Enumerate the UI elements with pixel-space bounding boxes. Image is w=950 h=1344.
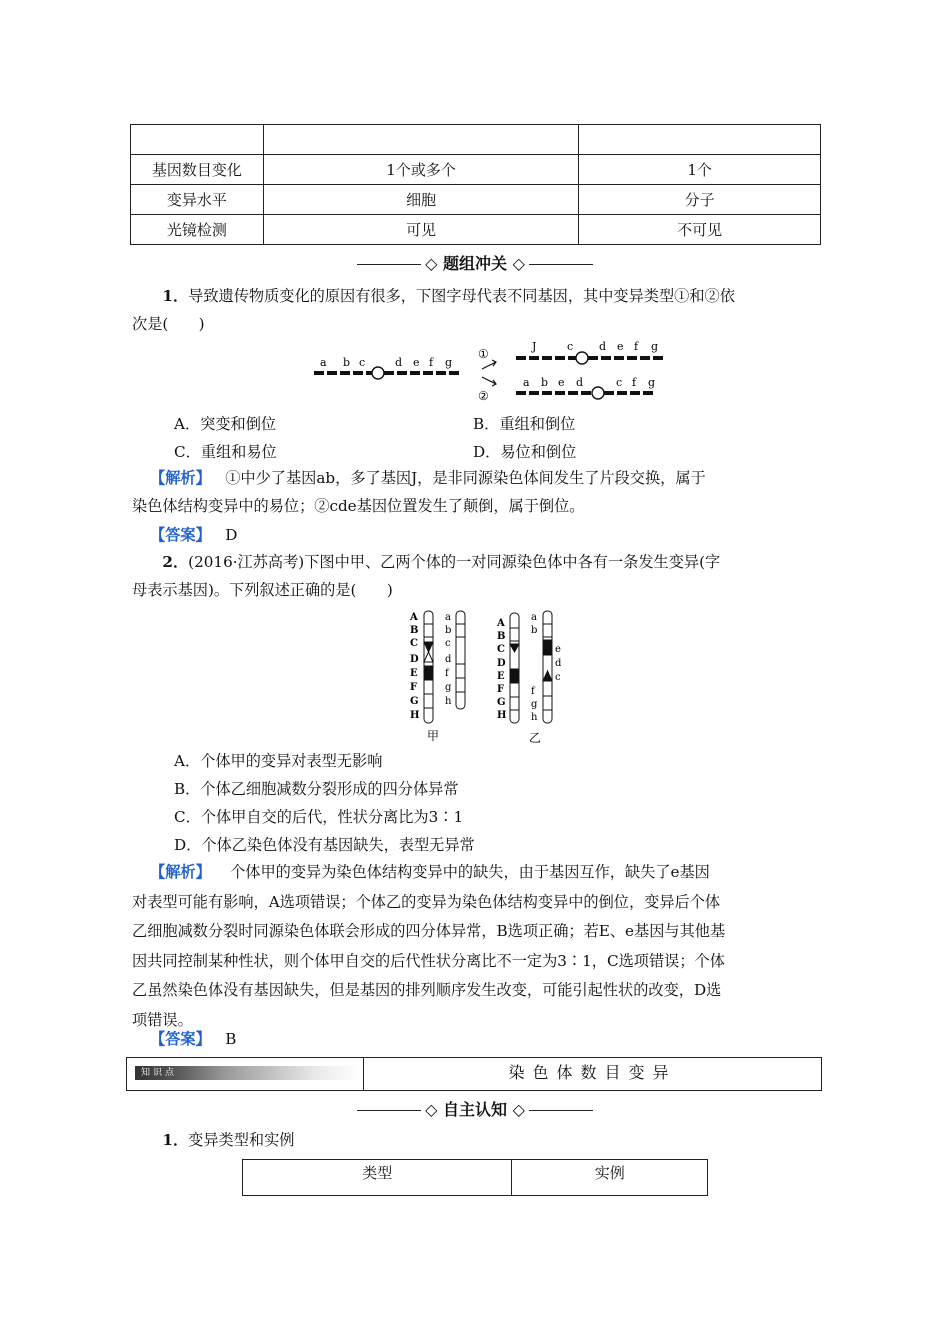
gene-label: J: [532, 340, 537, 353]
q2-answer: [132, 1025, 822, 1053]
gene-label: G: [497, 697, 506, 708]
badge-text: 知识点: [141, 1068, 178, 1078]
item-text: 变异类型和实例: [188, 1131, 295, 1149]
gene-label: G: [410, 696, 419, 707]
chromosome: [510, 613, 519, 723]
diamond-icon: ◇: [512, 254, 525, 273]
gene-label: b: [343, 356, 351, 369]
gene-label: E: [410, 668, 418, 679]
analysis-line: 个体甲的变异为染色体结构变异中的缺失，由于基因互作，缺失了e基因: [230, 863, 710, 881]
divider: [529, 264, 593, 265]
gene-label: H: [497, 710, 507, 721]
question-1-stem-cont: [132, 310, 822, 338]
q1-answer: [132, 521, 822, 549]
item-1-heading: [132, 1126, 822, 1154]
gene-label: f: [531, 686, 535, 697]
comparison-table: [130, 124, 821, 245]
variant-chromosome-2: [516, 376, 656, 399]
q1-option-c[interactable]: C．重组和易位: [174, 443, 277, 461]
gene-label: A: [497, 618, 505, 629]
gene-label: a: [523, 376, 530, 389]
gene-label: d: [555, 658, 562, 669]
chromosome: [543, 611, 552, 723]
analysis-line: 对表型可能有影响，A选项错误；个体乙的变异为染色体结构变异中的倒位，变异后个体: [132, 892, 721, 911]
gene-label: c: [445, 638, 451, 649]
analysis-line: 染色体结构变异中的易位；②cde基因位置发生了颠倒，属于倒位。: [132, 497, 585, 515]
gene-label: e: [617, 340, 624, 353]
table-cell: 不可见: [579, 215, 821, 245]
gene-label: f: [445, 668, 449, 679]
answer-tag: 【答案】: [150, 526, 211, 544]
mark-1: ①: [478, 347, 489, 361]
gene-label: a: [531, 612, 537, 623]
q1-analysis: [132, 464, 822, 520]
table-cell: 1个或多个: [263, 155, 579, 185]
table-cell: 细胞: [263, 185, 579, 215]
gene-label: D: [497, 658, 506, 669]
table-row: [131, 125, 821, 155]
answer-tag: 【答案】: [150, 1030, 211, 1048]
divider: [357, 1110, 421, 1111]
chromosome: [424, 611, 433, 723]
table-header: 类型: [243, 1160, 512, 1196]
gene-label: d: [395, 356, 403, 369]
diamond-icon: ◇: [425, 254, 438, 273]
divider: [529, 1110, 593, 1111]
q2-option-b[interactable]: B．个体乙细胞减数分裂形成的四分体异常: [174, 780, 459, 798]
analysis-line: 因共同控制某种性状，则个体甲自交的后代性状分离比不一定为3∶1，C选项错误；个体: [132, 951, 725, 970]
q1-option-d[interactable]: D．易位和倒位: [473, 443, 577, 461]
q2-analysis: [132, 858, 822, 1035]
original-chromosome: [314, 356, 462, 379]
stem-line: 母表示基因)。下列叙述正确的是( ): [132, 581, 393, 599]
gene-label: d: [445, 654, 452, 665]
stem-line: 次是( ): [132, 315, 205, 333]
centromere: [592, 387, 604, 399]
gene-label: e: [558, 376, 565, 389]
analysis-line: 乙细胞减数分裂时同源染色体联会形成的四分体异常，B选项正确；若E、e基因与其他基: [132, 922, 726, 940]
gene-label: H: [410, 710, 420, 721]
variation-type-table: [242, 1159, 708, 1196]
gene-label: b: [531, 625, 538, 636]
knowledge-title: 染色体数目变异: [508, 1063, 677, 1082]
gene-label: A: [410, 612, 418, 623]
gene-label: d: [576, 376, 584, 389]
gene-label: c: [616, 376, 623, 389]
gene-label: a: [320, 356, 327, 369]
gene-label: c: [359, 356, 366, 369]
analysis-tag: 【解析】: [150, 469, 211, 487]
table-cell: [579, 125, 821, 155]
centromere: [576, 352, 588, 364]
analysis-line: 乙虽然染色体没有基因缺失，但是基因的排列顺序发生改变，可能引起性状的改变，D选: [132, 981, 722, 999]
gene-label: e: [555, 644, 561, 655]
table-cell: 变异水平: [131, 185, 264, 215]
q2-option-a[interactable]: A．个体甲的变异对表型无影响: [174, 752, 383, 770]
gene-label: g: [651, 340, 659, 353]
analysis-line: 项错误。: [132, 1010, 193, 1029]
gene-label: g: [648, 376, 656, 389]
gene-label: E: [497, 671, 505, 682]
gene-label: a: [445, 612, 451, 623]
gene-label: g: [445, 682, 452, 693]
q2-option-d[interactable]: D．个体乙染色体没有基因缺失，表型无异常: [174, 836, 475, 854]
stem-line: (2016·江苏高考)下图中甲、乙两个体的一对同源染色体中各有一条发生变异(字: [188, 553, 721, 571]
variant-chromosome-1: [516, 340, 666, 364]
gene-label: f: [634, 340, 639, 353]
gene-label: d: [599, 340, 607, 353]
q1-chromosome-figure: [310, 338, 670, 404]
analysis-line: ①中少了基因ab，多了基因J，是非同源染色体间发生了片段交换，属于: [225, 469, 706, 487]
table-row: [131, 155, 821, 185]
gene-label: g: [531, 699, 538, 710]
analysis-tag: 【解析】: [150, 863, 211, 881]
table-cell: 光镜检测: [131, 215, 264, 245]
gene-label: g: [445, 356, 453, 369]
answer-value: B: [225, 1030, 237, 1048]
knowledge-badge: [135, 1066, 359, 1080]
gene-label: f: [429, 356, 434, 369]
stem-line: 导致遗传物质变化的原因有很多，下图字母代表不同基因，其中变异类型①和②依: [188, 287, 735, 305]
table-row: [131, 185, 821, 215]
mark-2: ②: [478, 389, 489, 403]
table-header-row: [243, 1160, 708, 1196]
gene-label: D: [410, 654, 419, 665]
table-cell: 基因数目变化: [131, 155, 264, 185]
gene-label: f: [632, 376, 637, 389]
section-title-group-practice: [0, 251, 950, 274]
section-title-text: 自主认知: [442, 1100, 507, 1119]
gene-label: b: [445, 625, 452, 636]
question-1-stem: [132, 282, 822, 310]
gene-label: b: [541, 376, 549, 389]
table-row: [131, 215, 821, 245]
q1-option-a[interactable]: A．突变和倒位: [174, 415, 277, 433]
label-yi: 乙: [529, 731, 542, 744]
gene-label: B: [410, 625, 419, 636]
gene-label: F: [410, 682, 418, 693]
table-cell: 可见: [263, 215, 579, 245]
table-cell: 1个: [579, 155, 821, 185]
q1-option-b[interactable]: B．重组和倒位: [473, 415, 576, 433]
divider: [357, 264, 421, 265]
centromere: [372, 367, 384, 379]
gene-label: c: [567, 340, 574, 353]
gene-label: C: [410, 638, 418, 649]
q2-chromosome-figure: [405, 606, 585, 744]
gene-label: F: [497, 684, 505, 695]
arrow-icon: [482, 360, 496, 386]
diamond-icon: ◇: [425, 1100, 438, 1119]
gene-label: h: [531, 712, 538, 723]
chromosome: [456, 611, 465, 709]
q2-option-c[interactable]: C．个体甲自交的后代，性状分离比为3∶1: [174, 808, 464, 826]
section-title-self-study: [0, 1097, 950, 1120]
question-2-stem: [132, 548, 822, 576]
answer-value: D: [225, 526, 238, 544]
question-number: 1．: [162, 287, 189, 305]
gene-label: e: [413, 356, 420, 369]
knowledge-point-box: [126, 1057, 822, 1091]
table-cell: [263, 125, 579, 155]
table-cell: [131, 125, 264, 155]
section-title-text: 题组冲关: [442, 254, 507, 273]
label-jia: 甲: [427, 729, 440, 743]
item-number: 1．: [162, 1131, 189, 1149]
question-number: 2．: [162, 553, 189, 571]
table-header: 实例: [512, 1160, 708, 1196]
gene-label: h: [445, 696, 452, 707]
table-cell: 分子: [579, 185, 821, 215]
gene-label: c: [555, 672, 561, 683]
gene-label: B: [497, 631, 506, 642]
diamond-icon: ◇: [512, 1100, 525, 1119]
gene-label: C: [497, 644, 505, 655]
question-2-stem-cont: [132, 576, 822, 604]
